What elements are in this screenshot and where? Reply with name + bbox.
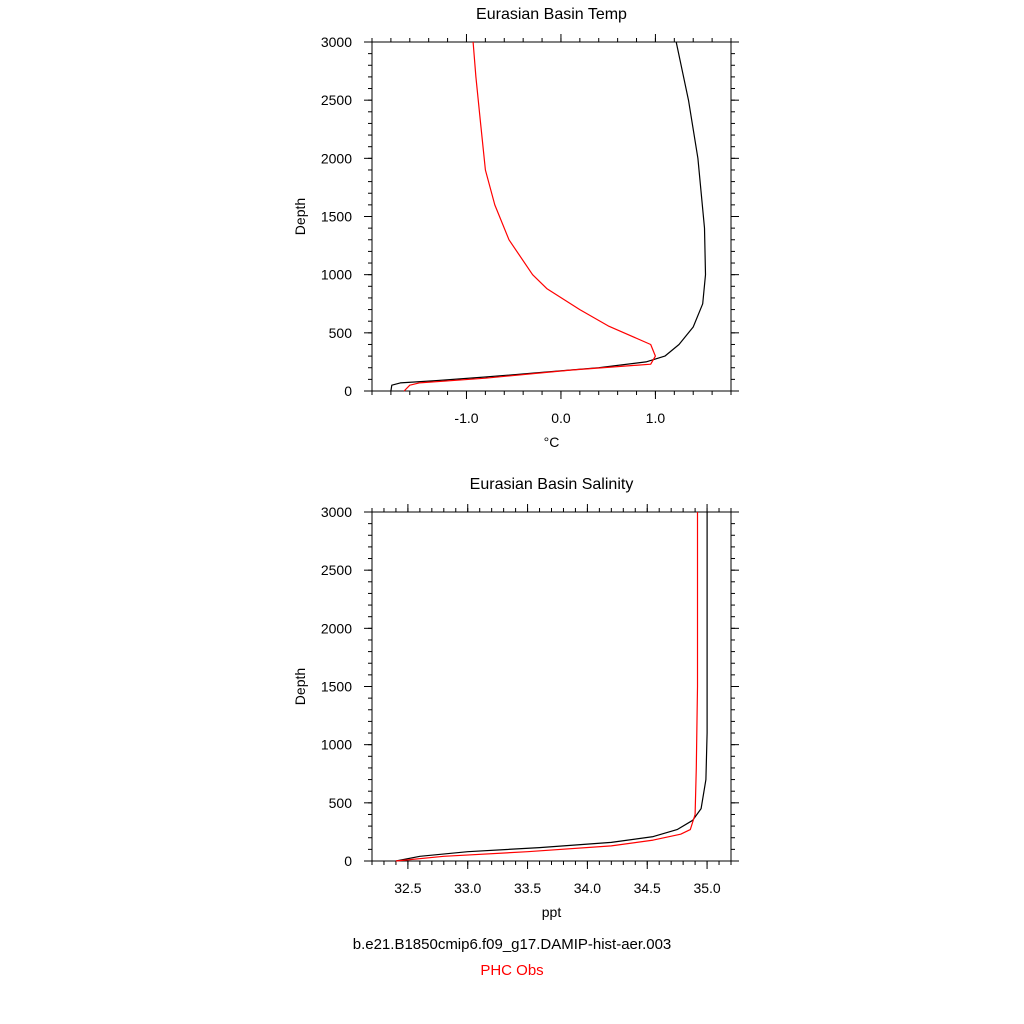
y-tick-label: 2000 bbox=[320, 620, 352, 637]
y-tick-label: 1000 bbox=[320, 266, 352, 283]
x-tick-label: -1.0 bbox=[454, 410, 479, 426]
chart-salinity bbox=[292, 476, 739, 920]
y-tick-label: 3000 bbox=[320, 34, 352, 50]
y-tick-label: 3000 bbox=[320, 504, 352, 520]
x-tick-label: 34.0 bbox=[573, 880, 602, 896]
y-axis-label: Depth bbox=[292, 197, 308, 236]
x-tick-label: 33.5 bbox=[513, 880, 542, 896]
y-tick-label: 2500 bbox=[320, 562, 352, 579]
y-tick-label: 2000 bbox=[320, 150, 352, 167]
x-tick-label: 32.5 bbox=[394, 880, 422, 896]
x-tick-label: 1.0 bbox=[645, 410, 666, 426]
y-tick-label: 500 bbox=[328, 794, 352, 811]
x-tick-label: 0.0 bbox=[551, 410, 571, 426]
y-axis-label: Depth bbox=[292, 667, 308, 706]
y-tick-label: 2500 bbox=[320, 92, 352, 109]
y-tick-label: 1500 bbox=[320, 208, 352, 225]
x-tick-label: 34.5 bbox=[633, 880, 661, 896]
plot-frame bbox=[372, 512, 731, 861]
series-line-model bbox=[396, 512, 707, 861]
y-tick-label: 500 bbox=[328, 324, 352, 341]
x-axis-label: °C bbox=[543, 434, 560, 450]
y-tick-label: 1500 bbox=[320, 678, 352, 695]
x-tick-label: 33.0 bbox=[454, 880, 482, 896]
y-tick-label: 1000 bbox=[320, 736, 352, 753]
plot-frame bbox=[372, 42, 731, 391]
series-line-obs bbox=[396, 512, 698, 861]
chart-title: Eurasian Basin Salinity bbox=[469, 476, 634, 493]
x-axis-label: ppt bbox=[541, 904, 562, 920]
x-tick-label: 35.0 bbox=[693, 880, 721, 896]
y-tick-label: 0 bbox=[344, 383, 352, 399]
legend-model-run-label: b.e21.B1850cmip6.f09_g17.DAMIP-hist-aer.003 bbox=[352, 936, 672, 953]
chart-title: Eurasian Basin Temp bbox=[476, 6, 627, 23]
legend-obs-label: PHC Obs bbox=[480, 962, 544, 979]
chart-temp bbox=[292, 6, 739, 450]
series-line-obs bbox=[404, 42, 655, 391]
series-line-model bbox=[391, 42, 706, 391]
y-tick-label: 0 bbox=[344, 853, 352, 869]
